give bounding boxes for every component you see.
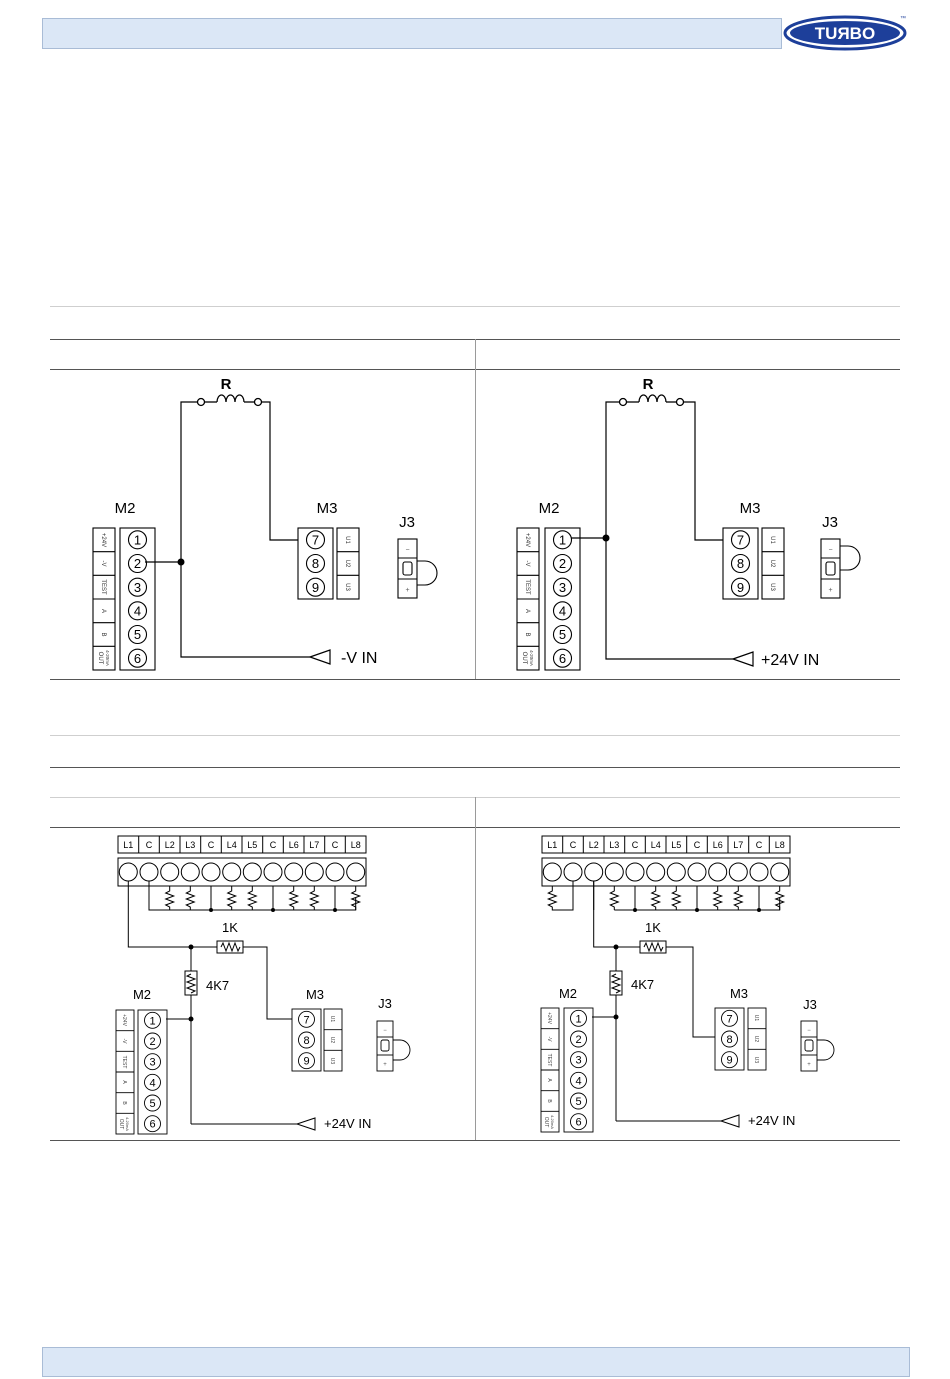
input-arrow [721,1115,739,1127]
m2-number: 6 [575,1116,582,1129]
m3-label: U3 [329,1057,335,1065]
m3-number: 9 [311,579,320,595]
m2-label: -V [100,560,106,567]
m2-number: 3 [575,1054,582,1067]
j3-title: J3 [822,514,838,531]
m3-label: U2 [769,559,775,568]
m2-number: 3 [558,579,567,595]
junction-dot [209,908,213,912]
m2-label: +24V [546,1012,552,1024]
resistor-4k7 [610,971,622,995]
wires [592,881,721,1121]
terminal-strip [118,836,366,886]
m2-number: 4 [133,603,142,619]
m2-label: -V [121,1038,127,1044]
input-arrow [733,652,753,666]
terminal-label: C [755,840,763,850]
divider [50,767,900,768]
m2-label: A [100,608,106,614]
wiring-diagram-top-left [50,370,475,679]
terminal-label: L6 [288,840,299,850]
m2-label: +24V [524,532,530,548]
m2-label: +24V [100,532,106,548]
junction-dot [757,908,761,912]
wires [571,402,733,659]
resistor-1k [640,941,666,953]
m2-label: A [524,608,530,614]
m2-number: 4 [149,1077,156,1090]
m3-numbers [303,1014,309,1067]
m3-label: U3 [344,583,350,591]
m2-number: 2 [558,556,567,572]
m3-number: 7 [311,532,320,548]
j3-jumper [377,1021,410,1071]
inductor-symbol [620,395,684,406]
m2-number: 3 [133,579,142,595]
m3-number: 7 [303,1014,310,1027]
input-label: +24V IN [324,1116,372,1131]
m2-label: B [524,632,530,637]
turbo-logo [782,12,912,52]
m2-number: 6 [133,650,142,666]
resistor-4k7 [185,971,197,995]
j3-title: J3 [803,997,817,1012]
loop-resistors [149,881,360,910]
junction-dot [633,908,637,912]
m3-numbers [737,533,744,595]
m3-label: U1 [329,1015,335,1023]
m2-number: 3 [149,1056,156,1069]
m3-label: U2 [329,1036,335,1044]
input-arrow [297,1118,315,1130]
m2-number: 5 [575,1096,582,1108]
j3-title: J3 [378,996,392,1011]
m2-number: 2 [133,556,142,572]
m3-number: 8 [311,556,320,572]
m2-label-sub: 4-20mA [125,1116,130,1132]
m3-numbers [312,533,319,595]
m2-label: +24V [121,1014,127,1026]
terminal-label: L6 [712,840,723,850]
j3-sign: + [807,1062,811,1068]
m2-label-sub: 4-20mA [105,650,110,666]
m2-label: OUT [521,651,527,665]
resistor-4k7-label: 4K7 [206,978,230,993]
terminal-label: L7 [733,840,744,850]
j3-sign: + [405,587,410,594]
m3-label: U3 [769,583,775,591]
m2-label: TEST [524,579,530,595]
wiring-diagram-bottom-right [475,828,900,1140]
input-label: +24V IN [748,1113,796,1128]
terminal-label: C [331,840,339,850]
m2-label: TEST [546,1053,552,1067]
m3-label: U1 [344,536,350,544]
resistor-4k7-label: 4K7 [631,977,655,992]
junction-dot [271,908,275,912]
m2-numbers [134,533,141,666]
m2-number: 1 [558,532,567,548]
m3-labels [769,536,775,591]
wiring-diagram-bottom-left [50,828,475,1140]
m2-terminal-block [116,1010,167,1134]
m2-label: B [121,1101,127,1105]
terminal-label: C [569,840,577,850]
m2-title: M2 [558,986,578,1001]
m3-number: 7 [736,532,745,548]
j3-sign: − [807,1028,811,1034]
m3-label: U3 [753,1056,759,1064]
terminal-label: L2 [164,840,175,850]
junction-dot [333,908,337,912]
logo-text: TUЯBO [814,24,876,43]
m3-label: U2 [344,559,350,568]
m3-title: M3 [729,986,749,1001]
j3-sign: + [383,1062,387,1068]
m2-number: 1 [133,532,142,548]
j3-jumper [398,539,437,598]
junction-dot [695,908,699,912]
m3-labels [329,1016,335,1065]
m2-terminal-block [517,528,580,670]
resistor-1k-label: 1K [645,920,661,935]
j3-jumper [801,1021,834,1071]
m2-number: 5 [149,1098,156,1110]
m2-label: A [121,1080,127,1084]
j3-jumper [821,539,860,598]
m3-title: M3 [316,500,338,517]
input-label: +24V IN [761,652,820,669]
terminal-label: L8 [350,840,361,850]
m2-number: 2 [575,1034,582,1046]
m2-terminal-block [541,1008,593,1132]
m2-number: 6 [558,650,567,666]
j3-title: J3 [399,514,415,531]
m2-label: OUT [543,1116,549,1128]
terminal-label: L4 [650,840,661,850]
input-arrow [310,650,330,664]
logo-tm: ™ [900,16,906,22]
resistor-1k-label: 1K [222,920,238,935]
m3-number: 7 [726,1013,733,1026]
m2-label: A [546,1078,552,1082]
m2-label: OUT [97,651,103,665]
m2-number: 5 [133,627,142,643]
m3-label: U1 [753,1014,759,1022]
m2-number: 4 [575,1075,582,1088]
header-bar [42,18,782,49]
resistor-r-label: R [642,376,654,393]
terminal-label: L8 [774,840,785,850]
loop-resistors [548,881,783,910]
m2-number: 1 [149,1015,156,1028]
m2-terminal-block [93,528,155,670]
resistor-1k [217,941,243,953]
j3-sign: − [383,1028,387,1034]
junction-dots [189,908,338,1022]
j3-sign: + [828,587,833,594]
junction-dot [603,535,610,542]
divider [50,306,900,307]
terminal-label: L1 [123,840,134,850]
m2-title: M2 [538,500,560,517]
m3-numbers [726,1013,732,1066]
m3-labels [344,536,350,591]
m3-number: 9 [303,1055,310,1068]
m2-label: TEST [100,579,106,595]
m2-label: OUT [118,1118,124,1130]
terminal-label: L7 [309,840,320,850]
terminal-strip [542,836,790,886]
m2-label-sub: 4-20mA [550,1114,555,1130]
m3-number: 8 [303,1035,310,1047]
m3-number: 8 [726,1034,733,1046]
divider [50,735,900,736]
m2-number: 6 [149,1118,156,1131]
inductor-symbol [198,395,262,406]
m2-title: M2 [114,500,136,517]
m2-number: 1 [575,1013,582,1026]
terminal-label: C [269,840,277,850]
m2-label: B [100,632,106,637]
terminal-label: C [693,840,701,850]
j3-sign: − [405,547,410,554]
m3-label: U1 [769,536,775,544]
divider [50,679,900,680]
m2-label-sub: 4-20mA [529,650,534,666]
m2-title: M2 [132,987,152,1002]
m2-label: TEST [121,1055,127,1069]
wires [145,402,310,657]
m3-title: M3 [739,500,761,517]
junction-dot [178,559,185,566]
terminal-label: L2 [588,840,599,850]
terminal-label: C [207,840,215,850]
wiring-diagram-top-right [475,370,900,679]
input-label: -V IN [341,650,378,667]
terminal-label: C [145,840,153,850]
resistor-r-label: R [220,376,232,393]
terminal-label: L3 [609,840,620,850]
junction-dots [614,908,762,1020]
m2-number: 5 [558,627,567,643]
m2-label: B [546,1099,552,1103]
terminal-label: L3 [185,840,196,850]
j3-sign: − [828,547,833,554]
m2-label: -V [524,560,530,567]
footer-bar [42,1347,910,1377]
m3-number: 9 [736,579,745,595]
m2-label: -V [546,1036,552,1042]
terminal-label: L5 [247,840,258,850]
m3-labels [753,1015,759,1064]
terminal-label: C [631,840,639,850]
terminal-label: L4 [226,840,237,850]
terminal-label: L5 [671,840,682,850]
m3-number: 9 [726,1054,733,1067]
m2-number: 4 [558,603,567,619]
m3-number: 8 [736,556,745,572]
divider [50,1140,900,1141]
m2-number: 2 [149,1036,156,1048]
m3-label: U2 [753,1035,759,1043]
m2-numbers [559,533,566,666]
terminal-label: L1 [547,840,558,850]
m3-title: M3 [305,987,325,1002]
